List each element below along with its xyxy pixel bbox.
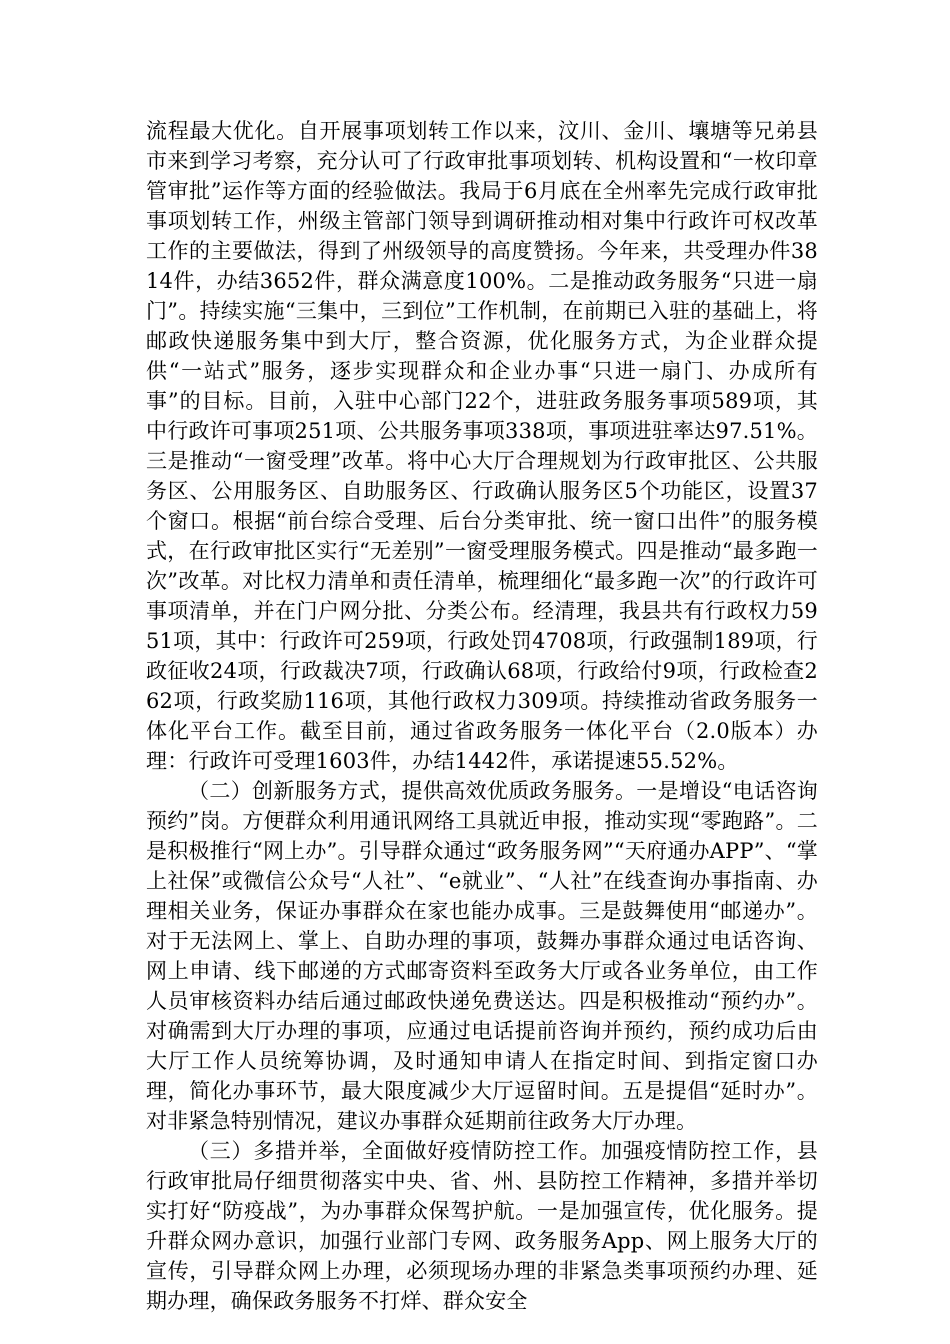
paragraph-2: （二）创新服务方式，提供高效优质政务服务。一是增设“电话咨询预约”岗。方便群众利用通讯网络工具就近申报，推动实现“零跑路”。二是积极推行“网上办”。引导群众通过“政务服务网”“天府通办APP”、“掌上社保”或微信公众号“人社”、“e就业”、“人社”在线查询办事指南、办理相关业务，保证办事群众在家也能办成事。三是鼓舞使用“邮递办”。对于无法网上、掌上、自助办理的事项，鼓舞办事群众通过电话咨询、网上申请、线下邮递的方式邮寄资料至政务大厅或各业务单位，由工作人员审核资料办结后通过邮政快递免费送达。四是积极推动“预约办”。对确需到大厅办理的事项，应通过电话提前咨询并预约，预约成功后由大厅工作人员统筹协调，及时通知申请人在指定时间、到指定窗口办理，简化办事环节，最大限度减少大厅逗留时间。五是提倡“延时办”。对非紧急特别情况，建议办事群众延期前往政务大厅办理。	[146, 779, 818, 1133]
document-body	[146, 116, 818, 1316]
paragraph-1: 流程最大优化。自开展事项划转工作以来，汶川、金川、壤塘等兄弟县市来到学习考察，充分认可了行政审批事项划转、机构设置和“一枚印章管审批”运作等方面的经验做法。我局于6月底在全州率先完成行政审批事项划转工作，州级主管部门领导到调研推动相对集中行政许可权改革工作的主要做法，得到了州级领导的高度赞扬。今年来，共受理办件3814件，办结3652件，群众满意度100%。二是推动政务服务“只进一扇门”。持续实施“三集中，三到位”工作机制，在前期已入驻的基础上，将邮政快递服务集中到大厅，整合资源，优化服务方式，为企业群众提供“一站式”服务，逐步实现群众和企业办事“只进一扇门、办成所有事”的目标。目前，入驻中心部门22个，进驻政务服务事项589项，其中行政许可事项251项、公共服务事项338项，事项进驻率达97.51%。三是推动“一窗受理”改革。将中心大厅合理规划为行政审批区、公共服务区、公用服务区、自助服务区、行政确认服务区5个功能区，设置37个窗口。根据“前台综合受理、后台分类审批、统一窗口出件”的服务模式，在行政审批区实行“无差别”一窗受理服务模式。四是推动“最多跑一次”改革。对比权力清单和责任清单，梳理细化“最多跑一次”的行政许可事项清单，并在门户网分批、分类公布。经清理，我县共有行政权力5951项，其中：行政许可259项，行政处罚4708项，行政强制189项，行政征收24项，行政裁决7项，行政确认68项，行政给付9项，行政检查262项，行政奖励116项，其他行政权力309项。持续推动省政务服务一体化平台工作。截至目前，通过省政务服务一体化平台（2.0版本）办理：行政许可受理1603件，办结1442件，承诺提速55.52%。	[146, 119, 818, 773]
paragraph-3: （三）多措并举，全面做好疫情防控工作。加强疫情防控工作，县行政审批局仔细贯彻落实中央、省、州、县防控工作精神，多措并举切实打好“防疫战”，为办事群众保驾护航。一是加强宣传，优化服务。提升群众网办意识，加强行业部门专网、政务服务App、网上服务大厅的宣传，引导群众网上办理，必须现场办理的非紧急类事项预约办理、延期办理，确保政务服务不打烊、群众安全	[146, 1139, 818, 1313]
